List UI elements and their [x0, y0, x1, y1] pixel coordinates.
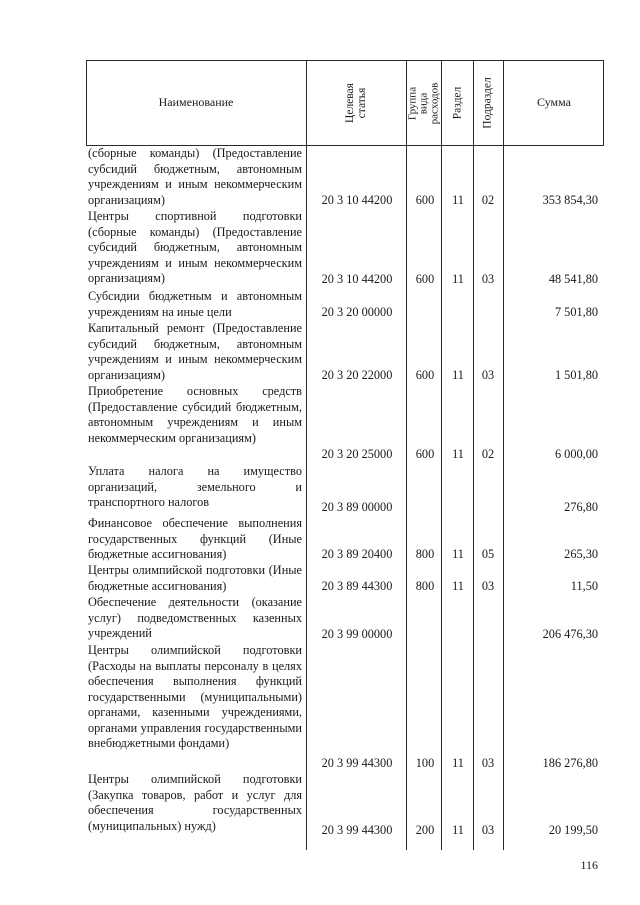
row-subsection: 05	[481, 547, 495, 561]
row-section: 11	[452, 579, 464, 593]
row-group: 600	[415, 368, 435, 382]
row-sum: 206 476,30	[542, 627, 598, 641]
header-section-text: Раздел	[451, 86, 463, 120]
row-section: 11	[452, 368, 464, 382]
row-name: Финансовое обеспечение выполнения государственных функций (Иные бюджетные ассигнования)	[88, 516, 302, 561]
page-number: 116	[580, 858, 598, 872]
row-sum: 11,50	[570, 579, 598, 593]
row-section: 11	[452, 193, 464, 207]
row-name: Субсидии бюджетным и автономным учреждениям на иные цели	[88, 289, 302, 319]
row-sum: 1 501,80	[554, 368, 598, 382]
row-name: Центры олимпийской подготовки (Иные бюджетные ассигнования)	[88, 563, 302, 593]
row-section: 11	[452, 756, 464, 770]
row-sum: 20 199,50	[548, 823, 598, 837]
col-divider-code	[406, 60, 407, 850]
col-divider-subsection	[503, 60, 504, 850]
row-group: 600	[415, 447, 435, 461]
row-sum: 276,80	[564, 500, 598, 514]
row-subsection: 02	[481, 193, 495, 207]
header-code-text: Целевая статья	[344, 83, 368, 123]
header-code	[307, 62, 405, 144]
row-subsection: 03	[481, 579, 495, 593]
header-name: Наименование	[158, 95, 234, 109]
row-code: 20 3 10 44200	[321, 193, 393, 207]
row-subsection: 02	[481, 447, 495, 461]
row-sum: 186 276,80	[542, 756, 598, 770]
row-group: 200	[415, 823, 435, 837]
row-code: 20 3 89 44300	[321, 579, 393, 593]
row-name: (сборные команды) (Предоставление субсидий бюджетным, автономным учреждениям и иным некоммерческим организациям)	[88, 146, 302, 207]
row-name: Центры олимпийской подготовки (Закупка товаров, работ и услуг для обеспечения государственных (муниципальных) нужд)	[88, 772, 302, 833]
table-top-border	[86, 60, 604, 61]
row-group: 600	[415, 193, 435, 207]
row-sum: 265,30	[564, 547, 598, 561]
row-group: 100	[415, 756, 435, 770]
header-subsection	[474, 62, 502, 144]
row-section: 11	[452, 272, 464, 286]
row-subsection: 03	[481, 368, 495, 382]
row-group: 600	[415, 272, 435, 286]
row-sum: 7 501,80	[554, 305, 598, 319]
row-code: 20 3 89 00000	[321, 500, 393, 514]
header-subsection-text: Подраздел	[482, 77, 494, 129]
row-sum: 353 854,30	[542, 193, 598, 207]
row-sum: 6 000,00	[554, 447, 598, 461]
header-sum: Сумма	[537, 95, 571, 109]
row-subsection: 03	[481, 823, 495, 837]
row-code: 20 3 89 20400	[321, 547, 393, 561]
row-code: 20 3 99 44300	[321, 823, 393, 837]
row-group: 800	[415, 547, 435, 561]
row-code: 20 3 20 00000	[321, 305, 393, 319]
col-divider-name	[306, 60, 307, 850]
table-left-border	[86, 60, 87, 145]
row-name: Приобретение основных средств (Предоставление субсидий бюджетным, автономным учреждениям и иным некоммерческим организациям)	[88, 384, 302, 445]
header-section	[442, 62, 472, 144]
row-code: 20 3 99 00000	[321, 627, 393, 641]
col-divider-group	[441, 60, 442, 850]
row-name: Уплата налога на имущество организаций, земельного и транспортного налогов	[88, 464, 302, 509]
row-section: 11	[452, 447, 464, 461]
row-name: Обеспечение деятельности (оказание услуг) подведомственных казенных учреждений	[88, 595, 302, 640]
header-group-text: Группа вида расходов	[406, 82, 441, 124]
header-group	[407, 62, 440, 144]
row-code: 20 3 10 44200	[321, 272, 393, 286]
row-name: Центры олимпийской подготовки (Расходы на выплаты персоналу в целях обеспечения выполнения функций государственными (муниципальными) органами, казенными учреждениями, органами управления государственными внебюджетными фондами)	[88, 643, 302, 750]
row-name: Капитальный ремонт (Предоставление субсидий бюджетным, автономным учреждениям и иным некоммерческим организациям)	[88, 321, 302, 382]
row-sum: 48 541,80	[548, 272, 598, 286]
table-right-border	[603, 60, 604, 145]
row-code: 20 3 20 25000	[321, 447, 393, 461]
row-subsection: 03	[481, 272, 495, 286]
row-group: 800	[415, 579, 435, 593]
row-code: 20 3 20 22000	[321, 368, 393, 382]
row-section: 11	[452, 823, 464, 837]
row-section: 11	[452, 547, 464, 561]
row-code: 20 3 99 44300	[321, 756, 393, 770]
row-subsection: 03	[481, 756, 495, 770]
row-name: Центры спортивной подготовки (сборные команды) (Предоставление субсидий бюджетным, автономным учреждениям и иным некоммерческим организациям)	[88, 209, 302, 285]
